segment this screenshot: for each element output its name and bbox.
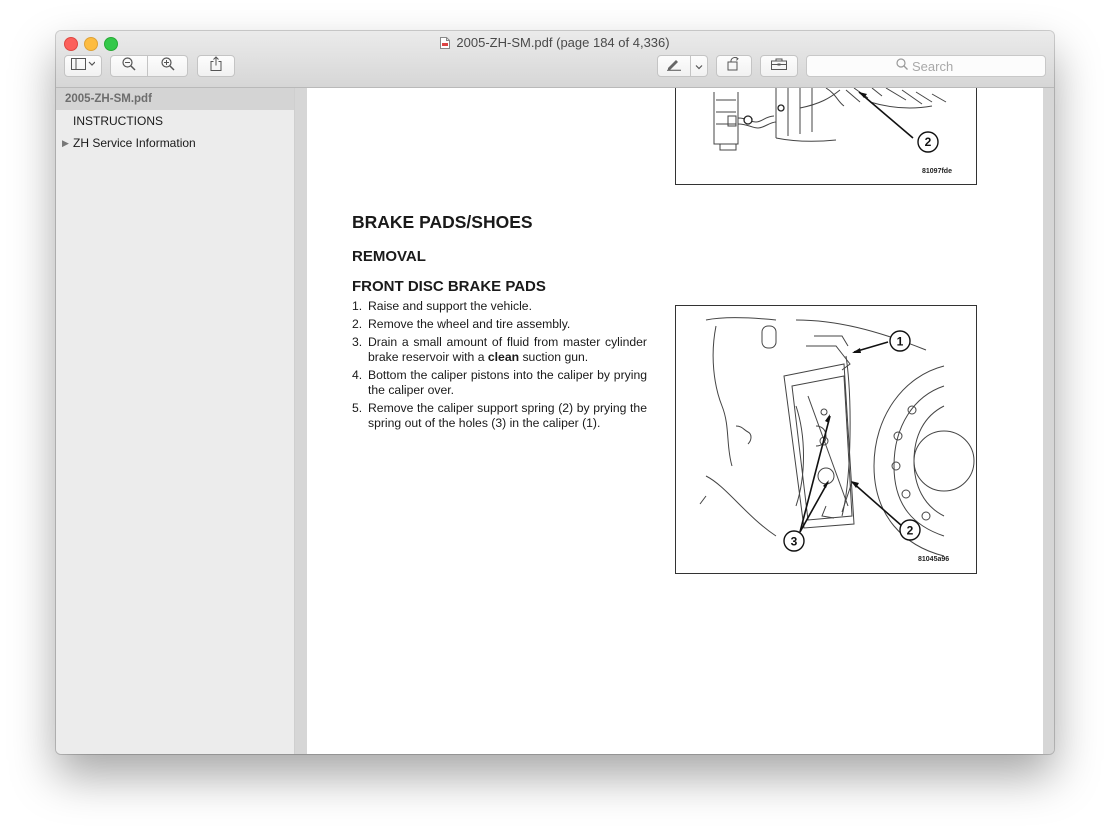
- vertical-scrollbar[interactable]: [1043, 88, 1054, 754]
- preview-window: [56, 31, 1054, 754]
- titlebar: [56, 31, 1054, 88]
- step-number: 3.: [352, 335, 363, 349]
- search-field[interactable]: [806, 55, 1046, 77]
- section-heading: BRAKE PADS/SHOES: [352, 212, 533, 232]
- zoom-in-button[interactable]: [148, 55, 188, 77]
- sidebar-toggle-button[interactable]: [64, 55, 102, 77]
- step-text: Remove the caliper support spring (2) by prying the spring out of the holes (3) in the caliper (1).: [368, 401, 647, 430]
- list-item: [352, 368, 647, 398]
- sidebar-item-label: ZH Service Information: [73, 136, 196, 150]
- share-button[interactable]: [197, 55, 235, 77]
- rotate-button[interactable]: [716, 55, 752, 77]
- sidebar-item-label: INSTRUCTIONS: [73, 114, 163, 128]
- sidebar-icon: [71, 57, 95, 75]
- zoom-out-icon: [122, 57, 136, 76]
- step-number: 4.: [352, 368, 363, 382]
- step-text-bold: clean: [487, 350, 520, 364]
- pen-icon: [666, 57, 682, 76]
- step-text: Bottom the caliper pistons into the caliper by prying the caliper over.: [368, 368, 647, 397]
- toolbox-icon: [771, 57, 787, 75]
- subsection-heading: FRONT DISC BRAKE PADS: [352, 278, 546, 295]
- zoom-out-button[interactable]: [110, 55, 148, 77]
- step-number: 5.: [352, 401, 363, 415]
- figure-top-partial: [675, 88, 977, 185]
- page-gutter: [295, 88, 307, 754]
- share-icon: [210, 56, 222, 76]
- list-item: [352, 317, 647, 332]
- callout-3: 3: [790, 534, 798, 549]
- markup-button[interactable]: [657, 55, 691, 77]
- step-text-part: suction gun.: [519, 350, 589, 364]
- callout-2-top: 2: [924, 135, 932, 149]
- window-title: [56, 35, 1054, 52]
- figure-brake-caliper: [675, 305, 977, 574]
- toolbox-button[interactable]: [760, 55, 798, 77]
- callout-1: 1: [896, 334, 904, 349]
- search-input[interactable]: [912, 59, 956, 74]
- callout-2: 2: [906, 523, 914, 538]
- step-text: Remove the wheel and tire assembly.: [368, 317, 571, 331]
- step-text-part: Drain a small amount of fluid from master cylinder brake reservoir with a: [368, 335, 647, 364]
- search-icon: [896, 57, 908, 75]
- subheading-removal: REMOVAL: [352, 248, 426, 265]
- markup-dropdown-button[interactable]: [691, 55, 708, 77]
- pdf-document-icon: [440, 37, 450, 52]
- step-number: 2.: [352, 317, 363, 331]
- chevron-down-icon: [695, 57, 703, 75]
- sidebar-file-header[interactable]: 2005-ZH-SM.pdf: [56, 88, 294, 110]
- step-text: [368, 335, 647, 365]
- step-text: Raise and support the vehicle.: [368, 299, 532, 313]
- procedure-steps: [352, 299, 647, 434]
- sidebar: [56, 88, 295, 754]
- step-number: 1.: [352, 299, 363, 313]
- list-item: [352, 401, 647, 431]
- sidebar-item-instructions[interactable]: [56, 110, 294, 132]
- sidebar-item-zh-service-information[interactable]: [56, 132, 294, 154]
- list-item: [352, 299, 647, 314]
- figure-id: 81045a96: [918, 556, 950, 563]
- figure-top-id: 81097fde: [922, 168, 952, 175]
- disclosure-triangle-icon[interactable]: ▶: [62, 138, 69, 148]
- list-item: [352, 335, 647, 365]
- window-title-text: 2005-ZH-SM.pdf (page 184 of 4,336): [456, 35, 670, 50]
- zoom-in-icon: [161, 57, 175, 76]
- brake-caliper-illustration: [676, 306, 976, 573]
- pdf-page: [307, 88, 1043, 754]
- rotate-icon: [727, 57, 741, 76]
